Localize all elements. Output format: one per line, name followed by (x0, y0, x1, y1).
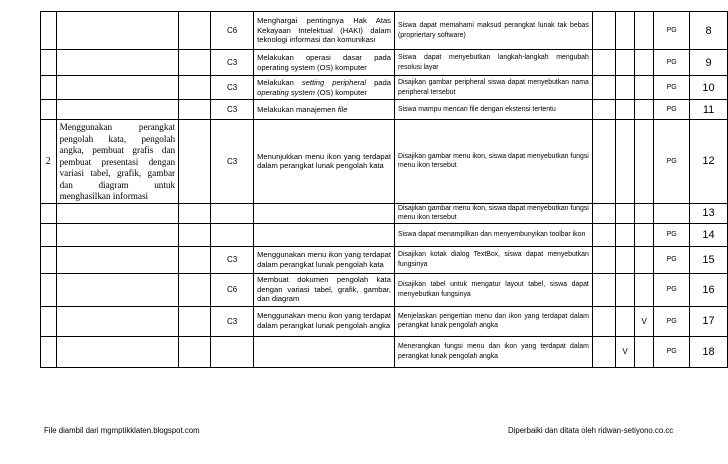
competency-line: variasi tabel, grafik, gambar (59, 168, 176, 178)
question-type: PG (654, 120, 690, 204)
check-mark (635, 100, 654, 120)
check-mark (615, 273, 634, 306)
question-type (654, 203, 690, 223)
check-mark (635, 336, 654, 367)
competency-cell (56, 76, 179, 100)
table-row (41, 100, 728, 120)
number-cell (41, 100, 57, 120)
competency-cell (56, 273, 179, 306)
question-type: PG (654, 273, 690, 306)
blank-cell (179, 12, 211, 50)
number-cell (41, 336, 57, 367)
indicator-italic: setting peripheral (301, 77, 367, 87)
competency-line: dan diagram untuk (59, 179, 176, 190)
question-type: PG (654, 336, 690, 367)
indicator-word: Melakukan (257, 77, 294, 87)
check-mark (615, 246, 634, 273)
check-mark (635, 50, 654, 76)
blank-cell (179, 203, 211, 223)
cognitive-level: C6 (211, 12, 254, 50)
cognitive-level (211, 223, 254, 246)
question-type: PG (654, 50, 690, 76)
competency-line: menghasilkan informasi (59, 191, 149, 201)
question-grid-table (40, 11, 728, 368)
question-number: 15 (690, 246, 728, 273)
question-type: PG (654, 12, 690, 50)
competency-line: pembuat presentasi dengan (59, 156, 176, 167)
check-mark (635, 246, 654, 273)
check-mark: V (615, 336, 634, 367)
indicator-text: Melakukan operasi dasar pada operating system (OS) komputer (254, 50, 395, 76)
number-cell (41, 223, 57, 246)
indicator-text (254, 100, 395, 120)
number-cell (41, 246, 57, 273)
check-mark: V (635, 306, 654, 336)
cognitive-level: C3 (211, 100, 254, 120)
question-number: 18 (690, 336, 728, 367)
indicator-italic: file (337, 104, 348, 114)
description-text: Disajikan tabel untuk mengatur layout tabel, siswa dapat menyebutkan fungsinya (394, 273, 592, 306)
indicator-text: Menghargai pentingnya Hak Atas Kekayaan Intelektual (HAKI) dalam teknologi informasi dan komunikasi (254, 12, 395, 50)
indicator-text: Menunjukkan menu ikon yang terdapat dalam perangkat lunak pengolah kata (254, 120, 395, 204)
table-row (41, 76, 728, 100)
description-text: Menerangkan fungsi menu dan ikon yang terdapat dalam perangkat lunak pengolah angka (394, 336, 592, 367)
blank-cell (592, 12, 615, 50)
question-number: 13 (690, 203, 728, 223)
footer-source-text: File diambil dari mgmptikklaten.blogspot.com (44, 426, 200, 435)
check-mark (635, 12, 654, 50)
question-type: PG (654, 246, 690, 273)
blank-cell (592, 76, 615, 100)
cognitive-level: C6 (211, 273, 254, 306)
table-row (41, 336, 728, 367)
indicator-text (254, 336, 395, 367)
blank-cell (592, 50, 615, 76)
question-number: 14 (690, 223, 728, 246)
description-text: Disajikan gambar peripheral siswa dapat menyebutkan nama peripheral tersebut (394, 76, 592, 100)
blank-cell (592, 100, 615, 120)
check-mark (635, 273, 654, 306)
cognitive-level: C3 (211, 120, 254, 204)
competency-cell (56, 246, 179, 273)
indicator-text (254, 223, 395, 246)
blank-cell (179, 50, 211, 76)
competency-cell (56, 203, 179, 223)
description-text: Siswa dapat menampilkan dan menyembunyikan toolbar ikon (394, 223, 592, 246)
blank-cell (179, 306, 211, 336)
blank-cell (179, 273, 211, 306)
table-row (41, 50, 728, 76)
blank-cell (592, 273, 615, 306)
competency-line: angka, pembuat grafis dan (59, 145, 176, 155)
description-text: Siswa dapat menyebutkan langkah-langkah mengubah resolusi layar (394, 50, 592, 76)
question-type: PG (654, 223, 690, 246)
indicator-text (254, 203, 395, 223)
table-row (41, 246, 728, 273)
blank-cell (179, 100, 211, 120)
question-number: 16 (690, 273, 728, 306)
indicator-text (254, 76, 395, 100)
competency-cell (56, 50, 179, 76)
question-number: 12 (690, 120, 728, 204)
cognitive-level: C3 (211, 76, 254, 100)
check-mark (615, 50, 634, 76)
question-number: 17 (690, 306, 728, 336)
table-row (41, 273, 728, 306)
blank-cell (592, 223, 615, 246)
description-text: Disajikan kotak dialog TextBox, siswa dapat menyebutkan fungsinya (394, 246, 592, 273)
blank-cell (592, 120, 615, 204)
check-mark (635, 203, 654, 223)
check-mark (615, 203, 634, 223)
blank-cell (179, 246, 211, 273)
blank-cell (179, 120, 211, 204)
cognitive-level (211, 203, 254, 223)
table-row (41, 306, 728, 336)
competency-cell (56, 336, 179, 367)
cognitive-level: C3 (211, 50, 254, 76)
blank-cell (179, 223, 211, 246)
blank-cell (592, 336, 615, 367)
number-cell (41, 50, 57, 76)
question-number: 9 (690, 50, 728, 76)
table-row (41, 120, 728, 204)
indicator-text: Menggunakan menu ikon yang terdapat dalam perangkat lunak pengolah kata (254, 246, 395, 273)
description-text: Disajikan gambar menu ikon, siswa dapat menyebutkan fungsi menu ikon tersebut (394, 203, 592, 223)
check-mark (615, 120, 634, 204)
description-text: Menjelaskan pengertian menu dan ikon yang terdapat dalam perangkat lunak pengolah angka (394, 306, 592, 336)
check-mark (635, 223, 654, 246)
competency-cell (56, 12, 179, 50)
description-text: Siswa mampu mencari file dengan ekstensi tertentu (394, 100, 592, 120)
blank-cell (179, 76, 211, 100)
number-cell (41, 306, 57, 336)
question-type: PG (654, 100, 690, 120)
description-text: Disajikan gambar menu ikon, siswa dapat menyebutkan fungsi menu ikon tersebut (394, 120, 592, 204)
blank-cell (592, 306, 615, 336)
competency-cell (56, 100, 179, 120)
indicator-word: pada (374, 77, 391, 87)
question-number: 10 (690, 76, 728, 100)
competency-number: 2 (41, 120, 57, 204)
cognitive-level: C3 (211, 246, 254, 273)
table-row (41, 203, 728, 223)
description-text: Siswa dapat memahami maksud perangkat lunak tak bebas (propriertary software) (394, 12, 592, 50)
question-type: PG (654, 306, 690, 336)
indicator-text: Menggunakan menu ikon yang terdapat dalam perangkat lunak pengolah angka (254, 306, 395, 336)
check-mark (615, 76, 634, 100)
check-mark (615, 223, 634, 246)
question-number: 8 (690, 12, 728, 50)
competency-cell (56, 223, 179, 246)
table-row (41, 223, 728, 246)
indicator-word: Melakukan manajemen (257, 104, 336, 114)
cognitive-level: C3 (211, 306, 254, 336)
indicator-italic: operating system (257, 87, 315, 97)
competency-cell (56, 120, 179, 204)
indicator-word: (OS) komputer (317, 87, 367, 97)
number-cell (41, 76, 57, 100)
competency-cell (56, 306, 179, 336)
check-mark (615, 306, 634, 336)
blank-cell (592, 203, 615, 223)
check-mark (635, 120, 654, 204)
competency-line: pengolah kata, pengolah (59, 133, 176, 144)
blank-cell (179, 336, 211, 367)
check-mark (615, 100, 634, 120)
question-number: 11 (690, 100, 728, 120)
cognitive-level (211, 336, 254, 367)
check-mark (615, 12, 634, 50)
check-mark (635, 76, 654, 100)
indicator-text: Membuat dokumen pengolah kata dengan variasi tabel, grafik, gambar, dan diagram (254, 273, 395, 306)
number-cell (41, 273, 57, 306)
number-cell (41, 12, 57, 50)
number-cell (41, 203, 57, 223)
blank-cell (592, 246, 615, 273)
competency-line: Menggunakan perangkat (59, 122, 176, 132)
table-row (41, 12, 728, 50)
footer-credit-text: Diperbaiki dan ditata oleh ridwan-setiyono.co.cc (508, 426, 674, 435)
question-type: PG (654, 76, 690, 100)
